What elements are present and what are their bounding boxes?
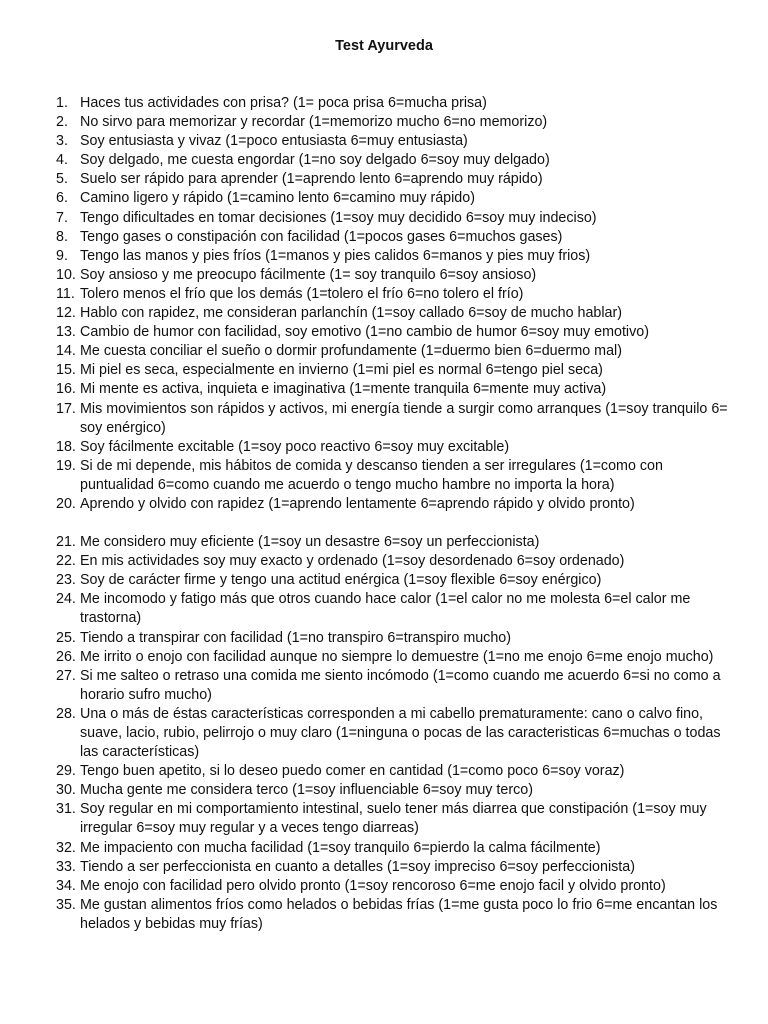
- question-item: [56, 323, 736, 342]
- question-item: [56, 629, 736, 648]
- question-item: [56, 438, 736, 457]
- question-item: [56, 858, 736, 877]
- question-number: 25.: [56, 629, 76, 646]
- question-item: [56, 552, 736, 571]
- question-item: [56, 800, 736, 838]
- question-item: [56, 590, 736, 628]
- question-text: Me cuesta conciliar el sueño o dormir profundamente (1=duermo bien 6=duermo mal): [80, 343, 622, 360]
- question-item: [56, 342, 736, 361]
- question-item: [56, 705, 736, 762]
- question-number: 27.: [56, 667, 76, 684]
- question-text: Aprendo y olvido con rapidez (1=aprendo lentamente 6=aprendo rápido y olvido pronto): [80, 495, 635, 512]
- question-item: [56, 400, 736, 438]
- question-item: [56, 762, 736, 781]
- question-text: No sirvo para memorizar y recordar (1=memorizo mucho 6=no memorizo): [80, 114, 548, 131]
- question-number: 22.: [56, 553, 76, 570]
- question-number: 32.: [56, 839, 76, 856]
- question-number: 2.: [56, 114, 68, 131]
- question-text: Mucha gente me considera terco (1=soy influenciable 6=soy muy terco): [80, 782, 533, 799]
- question-text: Mi piel es seca, especialmente en invierno (1=mi piel es normal 6=tengo piel seca): [80, 362, 603, 379]
- question-item: [56, 151, 736, 170]
- question-text: Tengo las manos y pies fríos (1=manos y pies calidos 6=manos y pies muy frios): [80, 247, 591, 264]
- question-item: [56, 896, 736, 934]
- question-text: Si me salteo o retraso una comida me siento incómodo (1=como cuando me acuerdo 6=si no como a horario sufro mucho): [80, 667, 721, 703]
- question-item: [56, 228, 736, 247]
- question-text: Tolero menos el frío que los demás (1=tolero el frío 6=no tolero el frío): [80, 285, 524, 302]
- question-text: Camino ligero y rápido (1=camino lento 6=camino muy rápido): [80, 190, 475, 207]
- question-number: 9.: [56, 247, 68, 264]
- question-number: 7.: [56, 209, 68, 226]
- question-item: [56, 132, 736, 151]
- question-number: 15.: [56, 362, 76, 379]
- question-number: 16.: [56, 381, 76, 398]
- question-item: [56, 457, 736, 495]
- question-text: Tiendo a ser perfeccionista en cuanto a detalles (1=soy impreciso 6=soy perfeccionista): [80, 858, 635, 875]
- question-text: Una o más de éstas características corresponden a mi cabello prematuramente: cano o calvo fino, suave, lacio, rubio, pelirrojo o muy claro (1=ninguna o pocas de las caracteristicas 6=muchas o todas las características): [80, 705, 721, 761]
- question-text: Soy regular en mi comportamiento intestinal, suelo tener más diarrea que constipación (1=soy muy irregular 6=soy muy regular y a veces tengo diarreas): [80, 801, 707, 837]
- question-number: 26.: [56, 648, 76, 665]
- question-number: 18.: [56, 438, 76, 455]
- question-number: 11.: [56, 285, 75, 302]
- question-text: Mis movimientos son rápidos y activos, mi energía tiende a surgir como arranques (1=soy tranquilo 6= soy enérgico): [80, 400, 728, 436]
- question-item: [56, 113, 736, 132]
- question-number: 28.: [56, 705, 76, 722]
- question-text: Soy entusiasta y vivaz (1=poco entusiasta 6=muy entusiasta): [80, 133, 468, 150]
- question-number: 12.: [56, 305, 76, 322]
- question-text: Me irrito o enojo con facilidad aunque no siempre lo demuestre (1=no me enojo 6=me enojo mucho): [80, 648, 714, 665]
- question-text: Me incomodo y fatigo más que otros cuando hace calor (1=el calor no me molesta 6=el calor me trastorna): [80, 591, 691, 627]
- question-item: [56, 247, 736, 266]
- question-item: [56, 94, 736, 113]
- question-text: Me enojo con facilidad pero olvido pronto (1=soy rencoroso 6=me enojo facil y olvido pronto): [80, 877, 666, 894]
- question-text: Mi mente es activa, inquieta e imaginativa (1=mente tranquila 6=mente muy activa): [80, 381, 607, 398]
- question-item: [56, 839, 736, 858]
- question-number: 30.: [56, 782, 76, 799]
- question-item: [56, 170, 736, 189]
- question-number: 14.: [56, 343, 76, 360]
- question-text: Tiendo a transpirar con facilidad (1=no transpiro 6=transpiro mucho): [80, 629, 511, 646]
- question-number: 29.: [56, 763, 76, 780]
- question-number: 5.: [56, 171, 68, 188]
- document-title: Test Ayurveda: [335, 38, 433, 54]
- question-text: Si de mi depende, mis hábitos de comida y descanso tienden a ser irregulares (1=como con puntualidad 6=como cuando me acuerdo o tengo mucho hambre no importa la hora): [80, 457, 663, 493]
- question-item: [56, 781, 736, 800]
- question-number: 33.: [56, 858, 76, 875]
- question-item: [56, 189, 736, 208]
- question-text: Me considero muy eficiente (1=soy un desastre 6=soy un perfeccionista): [80, 534, 540, 551]
- question-number: 10.: [56, 266, 76, 283]
- question-number: 6.: [56, 190, 68, 207]
- question-item: [56, 571, 736, 590]
- question-text: Me gustan alimentos fríos como helados o bebidas frías (1=me gusta poco lo frio 6=me encantan los helados y bebidas muy frías): [80, 896, 718, 932]
- question-number: 17.: [56, 400, 76, 417]
- question-item: [56, 648, 736, 667]
- question-text: Tengo gases o constipación con facilidad (1=pocos gases 6=muchos gases): [80, 228, 563, 245]
- question-text: Haces tus actividades con prisa? (1= poca prisa 6=mucha prisa): [80, 95, 487, 111]
- question-number: 13.: [56, 324, 76, 341]
- question-list: [56, 94, 736, 934]
- question-number: 23.: [56, 572, 76, 589]
- question-text: En mis actividades soy muy exacto y ordenado (1=soy desordenado 6=soy ordenado): [80, 553, 625, 570]
- question-text: Soy delgado, me cuesta engordar (1=no soy delgado 6=soy muy delgado): [80, 152, 550, 169]
- question-item: [56, 266, 736, 285]
- question-number: 1.: [56, 95, 68, 111]
- question-number: 35.: [56, 896, 76, 913]
- question-item: [56, 304, 736, 323]
- question-number: 31.: [56, 801, 76, 818]
- question-text: Me impaciento con mucha facilidad (1=soy tranquilo 6=pierdo la calma fácilmente): [80, 839, 601, 856]
- question-item: [56, 877, 736, 896]
- question-text: Soy fácilmente excitable (1=soy poco reactivo 6=soy muy excitable): [80, 438, 510, 455]
- question-number: 8.: [56, 228, 68, 245]
- question-number: 21.: [56, 534, 76, 551]
- question-text: Soy ansioso y me preocupo fácilmente (1= soy tranquilo 6=soy ansioso): [80, 266, 537, 283]
- question-text: Hablo con rapidez, me consideran parlanchín (1=soy callado 6=soy de mucho hablar): [80, 305, 623, 322]
- question-item: [56, 495, 736, 514]
- question-number: 3.: [56, 133, 68, 150]
- question-number: 4.: [56, 152, 68, 169]
- question-item: [56, 285, 736, 304]
- question-item: [56, 361, 736, 380]
- question-text: Suelo ser rápido para aprender (1=aprendo lento 6=aprendo muy rápido): [80, 171, 543, 188]
- question-text: Cambio de humor con facilidad, soy emotivo (1=no cambio de humor 6=soy muy emotivo): [80, 324, 649, 341]
- question-number: 34.: [56, 877, 76, 894]
- question-item: [56, 209, 736, 228]
- question-text: Tengo buen apetito, si lo deseo puedo comer en cantidad (1=como poco 6=soy voraz): [80, 763, 625, 780]
- question-number: 24.: [56, 591, 76, 608]
- question-item: [56, 667, 736, 705]
- question-number: 20.: [56, 495, 76, 512]
- question-item: [56, 380, 736, 399]
- question-number: 19.: [56, 457, 76, 474]
- question-text: Tengo dificultades en tomar decisiones (1=soy muy decidido 6=soy muy indeciso): [80, 209, 597, 226]
- question-item: [56, 533, 736, 552]
- question-text: Soy de carácter firme y tengo una actitud enérgica (1=soy flexible 6=soy enérgico): [80, 572, 602, 589]
